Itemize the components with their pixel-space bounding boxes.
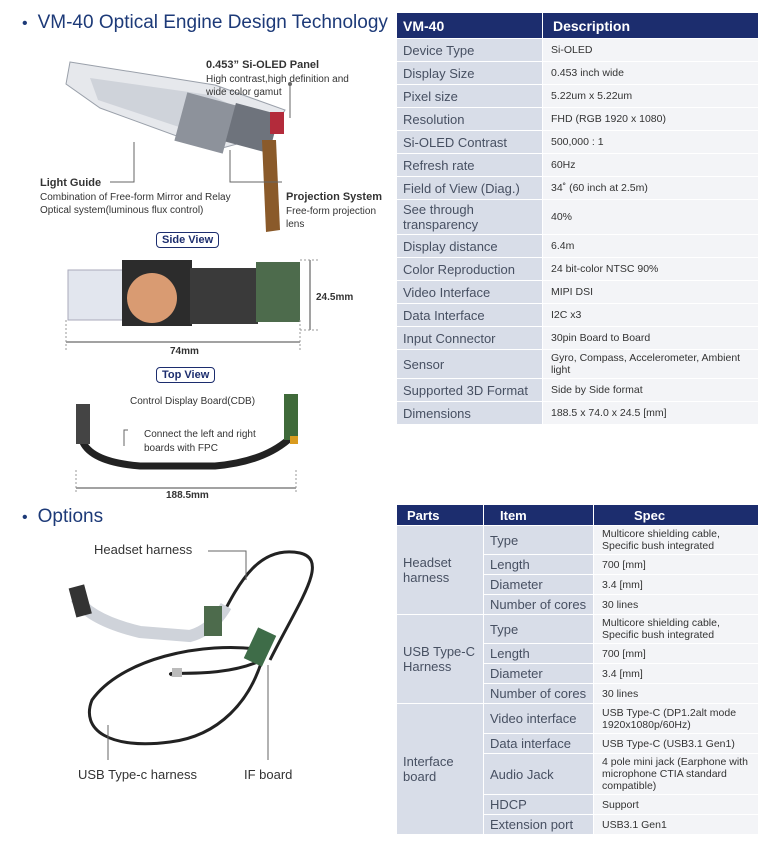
spec-value: FHD (RGB 1920 x 1080)	[543, 108, 759, 131]
options-item: Extension port	[484, 815, 594, 835]
fpc-label: Connect the left and right boards with FPC	[144, 429, 256, 454]
engine-section-title: • VM-40 Optical Engine Design Technology	[22, 12, 388, 33]
spec-row	[397, 327, 759, 350]
height-dimension: 24.5mm	[316, 292, 354, 303]
options-spec: Multicore shielding cable, Specific bush integrated	[594, 526, 759, 555]
options-part: Interface board	[397, 704, 484, 835]
spec-key: Refresh rate	[397, 154, 543, 177]
side-view-pill: Side View	[156, 232, 219, 248]
spec-value: MIPI DSI	[543, 281, 759, 304]
spec-key: Data Interface	[397, 304, 543, 327]
spec-row	[397, 39, 759, 62]
spec-row	[397, 177, 759, 200]
options-header-item: Item	[484, 505, 594, 526]
spec-key: Input Connector	[397, 327, 543, 350]
projection-label: Projection System Free-form projection lens	[286, 191, 382, 231]
spec-header-description: Description	[543, 13, 759, 39]
spec-value: 188.5 x 74.0 x 24.5 [mm]	[543, 402, 759, 425]
usb-harness-label: USB Type-c harness	[78, 767, 197, 782]
options-spec: Multicore shielding cable, Specific bush integrated	[594, 615, 759, 644]
spec-key: Si-OLED Contrast	[397, 131, 543, 154]
options-item: Video interface	[484, 704, 594, 734]
spec-value: Si-OLED	[543, 39, 759, 62]
light-guide-label: Light Guide Combination of Free-form Mirror and Relay Optical system(luminous flux control)	[40, 177, 231, 217]
spec-value: 0.453 inch wide	[543, 62, 759, 85]
options-item: Number of cores	[484, 595, 594, 615]
spec-key: Color Reproduction	[397, 258, 543, 281]
options-image	[69, 551, 313, 760]
options-spec: 700 [mm]	[594, 644, 759, 664]
spec-row	[397, 200, 759, 235]
options-row	[397, 526, 759, 555]
options-header-parts: Parts	[397, 505, 484, 526]
spec-value: I2C x3	[543, 304, 759, 327]
spec-row	[397, 258, 759, 281]
spec-value: Side by Side format	[543, 379, 759, 402]
spec-value: 30pin Board to Board	[543, 327, 759, 350]
spec-row	[397, 154, 759, 177]
options-item: Data interface	[484, 734, 594, 754]
spec-value: 24 bit-color NTSC 90%	[543, 258, 759, 281]
spec-row	[397, 108, 759, 131]
spec-row	[397, 62, 759, 85]
cdb-label: Control Display Board(CDB)	[130, 396, 256, 407]
options-part: USB Type-C Harness	[397, 615, 484, 704]
options-item: Audio Jack	[484, 754, 594, 795]
length-dimension: 188.5mm	[166, 490, 209, 501]
spec-value: 6.4m	[543, 235, 759, 258]
width-dimension: 74mm	[170, 346, 199, 357]
options-spec: 30 lines	[594, 595, 759, 615]
spec-key: Resolution	[397, 108, 543, 131]
spec-table	[396, 12, 759, 425]
options-item: Length	[484, 644, 594, 664]
options-spec: 3.4 [mm]	[594, 664, 759, 684]
spec-row	[397, 350, 759, 379]
spec-row	[397, 85, 759, 108]
options-row	[397, 615, 759, 644]
spec-key: Display distance	[397, 235, 543, 258]
options-spec: 4 pole mini jack (Earphone with microphone CTIA standard compatible)	[594, 754, 759, 795]
options-spec: 3.4 [mm]	[594, 575, 759, 595]
options-table-header	[397, 505, 759, 526]
spec-key: Pixel size	[397, 85, 543, 108]
spec-key: See through transparency	[397, 200, 543, 235]
spec-value: 60Hz	[543, 154, 759, 177]
options-item: Number of cores	[484, 684, 594, 704]
spec-row	[397, 402, 759, 425]
spec-row	[397, 235, 759, 258]
options-item: Diameter	[484, 575, 594, 595]
options-item: Diameter	[484, 664, 594, 684]
options-item: HDCP	[484, 795, 594, 815]
options-spec: USB Type-C (DP1.2alt mode 1920x1080p/60Hz)	[594, 704, 759, 734]
options-spec: 700 [mm]	[594, 555, 759, 575]
options-table	[396, 504, 759, 835]
spec-key: Dimensions	[397, 402, 543, 425]
options-part: Headset harness	[397, 526, 484, 615]
options-item: Type	[484, 526, 594, 555]
spec-key: Display Size	[397, 62, 543, 85]
spec-header-model: VM-40	[397, 13, 543, 39]
spec-key: Video Interface	[397, 281, 543, 304]
options-section-title: • Options	[22, 506, 104, 527]
if-board-label: IF board	[244, 767, 293, 782]
options-item: Type	[484, 615, 594, 644]
options-header-spec: Spec	[594, 505, 759, 526]
headset-harness-label: Headset harness	[94, 542, 193, 557]
spec-value: 40%	[543, 200, 759, 235]
options-spec: Support	[594, 795, 759, 815]
spec-key: Supported 3D Format	[397, 379, 543, 402]
options-spec: 30 lines	[594, 684, 759, 704]
spec-value: 34˚ (60 inch at 2.5m)	[543, 177, 759, 200]
spec-row	[397, 379, 759, 402]
spec-value: 500,000 : 1	[543, 131, 759, 154]
spec-key: Sensor	[397, 350, 543, 379]
spec-row	[397, 304, 759, 327]
spec-value: Gyro, Compass, Accelerometer, Ambient light	[543, 350, 759, 379]
side-view-image	[66, 260, 318, 350]
spec-value: 5.22um x 5.22um	[543, 85, 759, 108]
spec-key: Device Type	[397, 39, 543, 62]
spec-row	[397, 281, 759, 304]
options-item: Length	[484, 555, 594, 575]
options-spec: USB Type-C (USB3.1 Gen1)	[594, 734, 759, 754]
spec-table-header	[397, 13, 759, 39]
panel-label: 0.453” Si-OLED Panel High contrast,high definition and wide color gamut	[206, 59, 349, 99]
options-row	[397, 704, 759, 734]
spec-row	[397, 131, 759, 154]
options-spec: USB3.1 Gen1	[594, 815, 759, 835]
spec-key: Field of View (Diag.)	[397, 177, 543, 200]
top-view-pill: Top View	[156, 367, 215, 383]
